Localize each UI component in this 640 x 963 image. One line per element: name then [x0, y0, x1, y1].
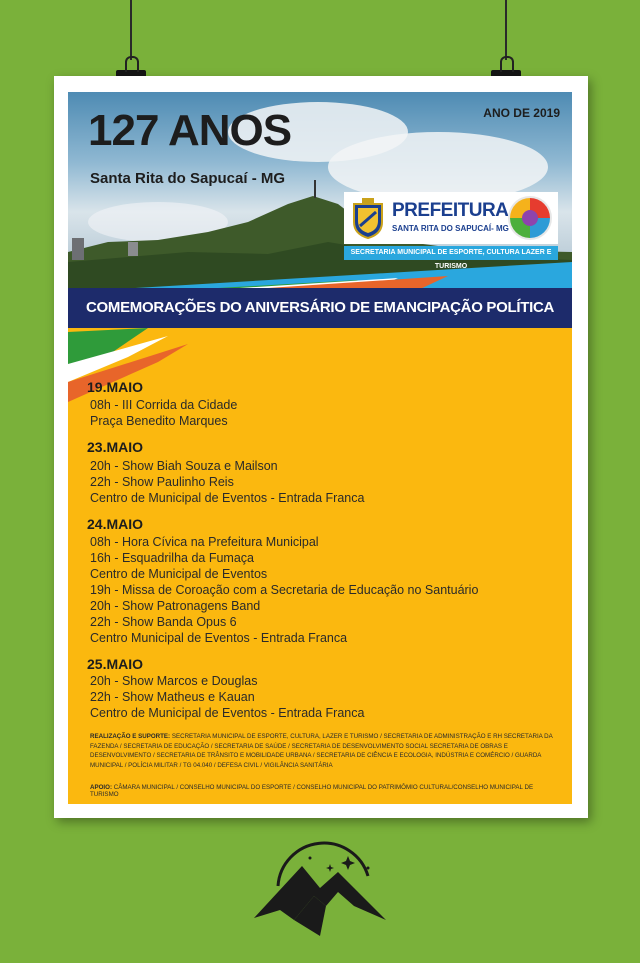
prefeitura-name: PREFEITURA [392, 200, 509, 221]
schedule-line: 19h - Missa de Coroação com a Secretaria de Educação no Santuário [90, 583, 479, 597]
schedule-line: 20h - Show Biah Souza e Mailson [90, 459, 278, 473]
schedule-line: 22h - Show Matheus e Kauan [90, 690, 255, 704]
schedule-day: 24.MAIO [87, 516, 144, 532]
prefeitura-logo [344, 192, 558, 244]
credits-realizacao [90, 732, 560, 770]
hanging-wire-left [130, 0, 132, 60]
schedule-line: Centro de Municipal de Eventos [90, 567, 268, 581]
city-emblem-icon [506, 194, 554, 242]
schedule-line: 22h - Show Paulinho Reis [90, 475, 234, 489]
schedule-line: 20h - Show Marcos e Douglas [90, 674, 258, 688]
schedule-line: 22h - Show Banda Opus 6 [90, 615, 237, 629]
city-crest-icon [348, 196, 388, 240]
realizacao-label: REALIZAÇÃO E SUPORTE: [90, 733, 171, 740]
schedule-line: 08h - III Corrida da Cidade [90, 398, 238, 412]
schedule-day: 19.MAIO [87, 379, 144, 395]
poster-title: 127 ANOS [88, 106, 292, 155]
schedule-line: Centro de Municipal de Eventos - Entrada Franca [90, 491, 365, 505]
realizacao-text: SECRETARIA MUNICIPAL DE ESPORTE, CULTURA, LAZER E TURISMO / SECRETARIA DE ADMINISTRAÇÃO E RH SECRETARIA DA FAZENDA / SECRETARIA DE EDUCAÇÃO / SECRETARIA DE SAÚDE / SECRETARIA DE DESENVOLVIMENTO SOCIAL SECRETARIA DE OBRAS E DESENVOLVIMENTO / SECRETARIA DE TRÂNSITO E MOBILIDADE URBANA / SECRETARIA DE CIÊNCIA E ECOLOGIA, INDÚSTRIA E COMÉRCIO / GUARDA MUNICIPAL / POLÍCIA MILITAR / TG 04.040 / DEFESA CIVIL / VIGILÂNCIA SANITÁRIA [90, 733, 553, 769]
mountain-logo-icon [250, 836, 390, 946]
prefeitura-city: SANTA RITA DO SAPUCAÍ- MG [392, 224, 509, 233]
apoio-text: CÂMARA MUNICIPAL / CONSELHO MUNICIPAL DO ESPORTE / CONSELHO MUNICIPAL DO PATRIMÔMIO CULTURAL/CONSELHO MUNICIPAL DE TURISMO [90, 784, 534, 798]
schedule-line: Centro Municipal de Eventos - Entrada Franca [90, 631, 348, 645]
credits-apoio [90, 784, 560, 798]
poster-subtitle: Santa Rita do Sapucaí - MG [90, 170, 286, 187]
banner-title: COMEMORAÇÕES DO ANIVERSÁRIO DE EMANCIPAÇÃO POLÍTICA [85, 299, 555, 316]
schedule-day: 25.MAIO [87, 656, 144, 672]
schedule-line: Centro de Municipal de Eventos - Entrada Franca [90, 706, 365, 720]
hanging-wire-right [505, 0, 507, 60]
poster [68, 92, 572, 804]
poster-year: ANO DE 2019 [483, 106, 560, 120]
schedule-line: 16h - Esquadrilha da Fumaça [90, 551, 254, 565]
schedule-day: 23.MAIO [87, 439, 144, 455]
apoio-label: APOIO: [90, 784, 113, 791]
secretaria-bar: SECRETARIA MUNICIPAL DE ESPORTE, CULTURA LAZER E TURISMO [344, 246, 558, 260]
schedule-line: 08h - Hora Cívica na Prefeitura Municipal [90, 535, 319, 549]
schedule-line: Praça Benedito Marques [90, 414, 228, 428]
schedule-line: 20h - Show Patronagens Band [90, 599, 261, 613]
